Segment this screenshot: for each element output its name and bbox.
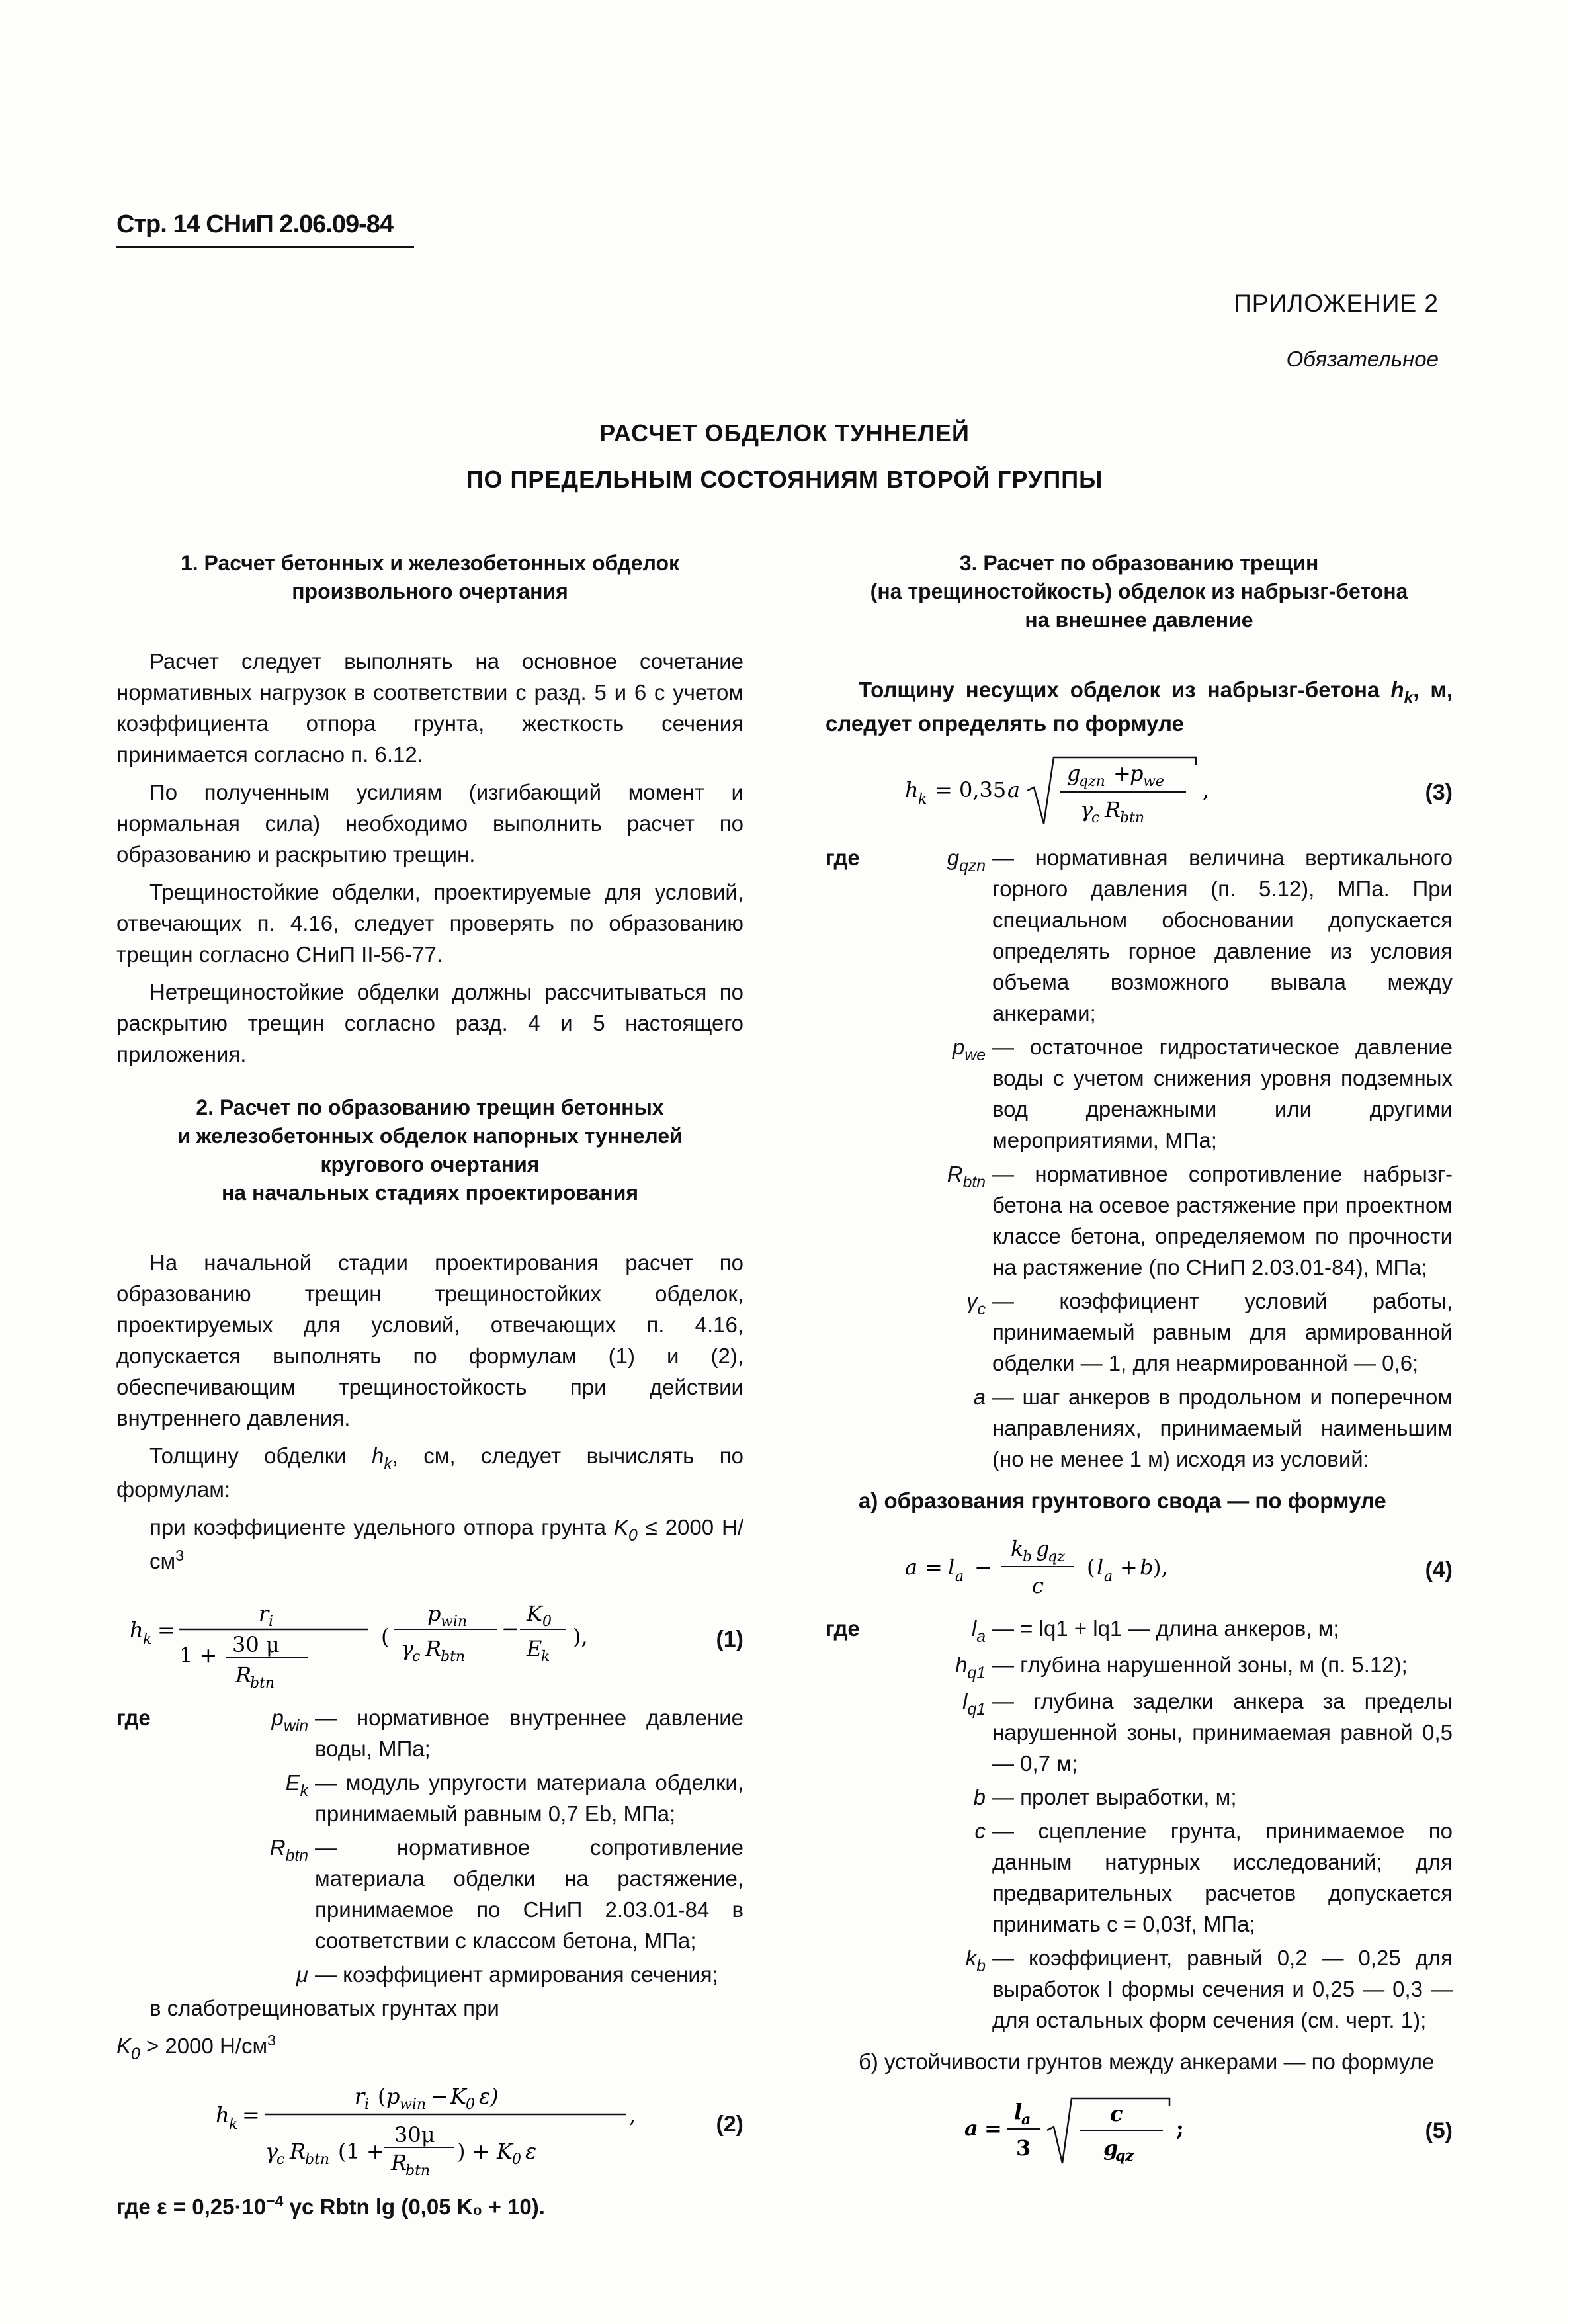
svg-text:btn: btn	[305, 2151, 330, 2168]
formula-2-graphic	[116, 2076, 659, 2175]
svg-text:c: c	[1091, 810, 1100, 826]
equation-number: (1)	[716, 1627, 743, 1652]
svg-text:K: K	[450, 2084, 466, 2109]
right-column	[826, 549, 1453, 2180]
formula-5-graphic	[826, 2089, 1368, 2169]
svg-text:qzn: qzn	[1079, 773, 1105, 790]
svg-text:(: (	[378, 2084, 386, 2109]
where-list-3	[826, 842, 1453, 1477]
svg-text:R: R	[235, 1662, 252, 1688]
svg-text:K: K	[527, 1601, 542, 1626]
page-header-code: Стр. 14 СНиП 2.06.09-84	[116, 210, 394, 238]
section-1-paragraph: Нетрещиностойкие обделки должны рассчитываться по раскрытию трещин согласно разд. 4 и 5 настоящего приложения.	[116, 980, 743, 1066]
svg-text:30 μ: 30 μ	[232, 1632, 280, 1657]
svg-text:h: h	[130, 1617, 144, 1643]
formula-1-graphic	[116, 1591, 659, 1690]
section-1-paragraph: Трещиностойкие обделки, проектируемые для условий, отвечающих п. 4.16, следует проверять по образованию трещин согласно СНиП II-56-77.	[116, 880, 743, 967]
svg-text:0: 0	[542, 1614, 552, 1630]
svg-text:a: a	[905, 1555, 918, 1580]
svg-text:+: +	[1120, 1555, 1138, 1580]
symbol-description: — коэффициент условий работы, принимаемый равным для армированной обделки — 1, для неармированной — 0,6;	[992, 1285, 1453, 1379]
svg-text:k: k	[229, 2116, 238, 2133]
svg-text:c: c	[276, 2151, 285, 2168]
svg-text:γ: γ	[401, 1636, 414, 1661]
epsilon-definition: где $\varepsilon = 0,25\cdot 10^{-4}$ γc Rbtn lg (0,05 K₀ + 10).	[116, 2192, 545, 2219]
svg-text:a: a	[1104, 1569, 1113, 1585]
case-a-text: а) образования грунтового свода — по формуле	[859, 1488, 1386, 1513]
symbol: $l_{q1}$	[962, 1689, 986, 1719]
symbol: μ	[296, 1962, 308, 1987]
svg-text:a: a	[955, 1569, 964, 1585]
svg-text:ε: ε	[525, 2139, 537, 2164]
svg-text:k: k	[1011, 1536, 1024, 1561]
svg-text:−: −	[974, 1555, 992, 1580]
formula-4	[826, 1528, 1453, 1601]
where-label: где	[826, 845, 860, 870]
svg-text:=: =	[925, 1555, 943, 1580]
symbol: c	[974, 1819, 986, 1843]
symbol-description: — нормативное сопротивление набрызг-бетона на осевое растяжение при проектном классе бетона, определяемом по прочности на растяжение (по СНиП 2.03.01-84), МПа;	[992, 1158, 1453, 1283]
svg-text:(1 +: (1 +	[338, 2139, 384, 2164]
document-title	[0, 410, 1569, 503]
symbol-description: — нормативное внутреннее давление воды, МПа;	[315, 1702, 743, 1764]
svg-text:p: p	[386, 2084, 400, 2109]
svg-text:k: k	[143, 1631, 152, 1648]
equation-number: (4)	[1425, 1557, 1453, 1582]
svg-text:btn: btn	[1120, 810, 1145, 826]
symbol: $g_{qzn}$	[947, 845, 986, 875]
header-rule	[116, 246, 414, 248]
symbol-description: — = lq1 + lq1 — длина анкеров, м;	[992, 1613, 1453, 1644]
condition-1: при коэффициенте удельного отпора грунта $K_0 \le 2000$ $Н/см^3$	[149, 1515, 744, 1573]
symbol-description: — коэффициент армирования сечения;	[315, 1959, 743, 1990]
svg-text:win: win	[400, 2096, 427, 2113]
symbol-description: — модуль упругости материала обделки, принимаемый равным 0,7 Eb, МПа;	[315, 1767, 743, 1829]
svg-text:γ: γ	[265, 2139, 278, 2164]
svg-text:win: win	[441, 1614, 468, 1630]
symbol: $l_a$	[971, 1616, 986, 1646]
svg-text:i: i	[364, 2096, 370, 2113]
svg-text:R: R	[391, 2150, 407, 2175]
svg-text:i: i	[269, 1614, 274, 1630]
svg-text:=: =	[242, 2102, 260, 2128]
svg-text:b: b	[1023, 1549, 1033, 1565]
svg-text:l: l	[948, 1555, 955, 1580]
where-label: где	[826, 1616, 860, 1641]
svg-text:qz: qz	[1048, 1549, 1065, 1565]
section-2-paragraph: На начальной стадии проектирования расчет по образованию трещин трещиностойких обделок, проектируемых для условий, отвечающих п. 4.16, допускается выполнять по формулам (1) и (2), обеспечивающим трещиностойкость при действии внутреннего давления.	[116, 1250, 743, 1430]
svg-text:+: +	[1113, 761, 1131, 786]
formula-1	[116, 1591, 743, 1690]
svg-text:h: h	[905, 777, 919, 802]
svg-text:−: −	[501, 1616, 519, 1641]
svg-text:we: we	[1143, 773, 1164, 790]
formula-3-graphic	[826, 751, 1368, 830]
svg-text:a: a	[964, 2116, 978, 2141]
svg-text:g: g	[1067, 761, 1081, 786]
svg-text:btn: btn	[405, 2163, 431, 2175]
symbol: $R_{btn}$	[269, 1835, 308, 1865]
symbol: $E_k$	[285, 1770, 308, 1800]
svg-text:(: (	[1087, 1555, 1095, 1580]
symbol-description: — шаг анкеров в продольном и поперечном направлениях, принимаемый наименьшим (но не менее 1 м) исходя из условий:	[992, 1381, 1453, 1475]
title-line-2: ПО ПРЕДЕЛЬНЫМ СОСТОЯНИЯМ ВТОРОЙ ГРУППЫ	[466, 466, 1103, 493]
svg-text:30μ: 30μ	[394, 2122, 435, 2147]
section-3-heading: 3. Расчет по образованию трещин (на трещиностойкость) обделок из набрызг-бетона на внешнее давление	[870, 551, 1408, 632]
symbol: $p_{we}$	[953, 1035, 986, 1064]
svg-text:g: g	[1036, 1536, 1050, 1561]
svg-text:a: a	[1021, 2111, 1031, 2128]
where-list-4	[826, 1613, 1453, 2038]
svg-text:c: c	[1032, 1573, 1044, 1598]
formula-3	[826, 751, 1453, 830]
svg-text:btn: btn	[441, 1649, 466, 1665]
svg-text:R: R	[290, 2139, 306, 2164]
equation-number: (2)	[716, 2112, 743, 2137]
section-2-thickness-text: Толщину обделки $h_k$, см, следует вычислять по формулам:	[116, 1443, 743, 1502]
svg-text:,: ,	[1203, 777, 1210, 802]
svg-text:= 0,35: = 0,35	[935, 777, 1007, 802]
condition-2-line-2: $K_0 > 2000$ $Н/см^3$	[116, 2032, 276, 2063]
section-1-paragraph: По полученным усилиям (изгибающий момент и нормальная сила) необходимо выполнить расчет по образованию и раскрытию трещин.	[116, 780, 743, 867]
svg-text:R: R	[1105, 797, 1121, 822]
svg-text:b: b	[1140, 1555, 1154, 1580]
svg-text:qz: qz	[1115, 2147, 1134, 2165]
svg-text:c: c	[412, 1649, 421, 1665]
symbol: $p_{win}$	[271, 1705, 308, 1735]
section-1-paragraph: Расчет следует выполнять на основное сочетание нормативных нагрузок в соответствии с разд. 5 и 6 с учетом коэффициента отпора грунта, жесткость сечения принимается согласно п. 6.12.	[116, 649, 743, 767]
svg-text:3: 3	[1016, 2135, 1031, 2161]
svg-text:K: K	[497, 2139, 513, 2164]
symbol-description: — пролет выработки, м;	[992, 1782, 1453, 1813]
svg-text:(: (	[381, 1624, 390, 1649]
title-line-1: РАСЧЕТ ОБДЕЛОК ТУННЕЛЕЙ	[599, 419, 970, 447]
svg-text:p: p	[427, 1601, 441, 1626]
svg-text:),: ),	[1153, 1555, 1168, 1580]
equation-number: (5)	[1425, 2118, 1453, 2143]
svg-text:E: E	[527, 1636, 542, 1661]
formula-2	[116, 2076, 743, 2175]
condition-2-line-1: в слаботрещиноватых грунтах при	[149, 1996, 499, 2020]
svg-text:btn: btn	[250, 1675, 275, 1690]
svg-text:0: 0	[466, 2096, 475, 2113]
svg-text:R: R	[425, 1636, 442, 1661]
svg-text:l: l	[1014, 2099, 1023, 2124]
symbol-description: — нормативное сопротивление материала обделки на растяжение, принимаемое по СНиП 2.03.01-84 в соответствии с классом бетона, МПа;	[315, 1832, 743, 1956]
svg-text:;: ;	[1176, 2116, 1184, 2141]
svg-text:l: l	[1097, 1555, 1104, 1580]
symbol: $h_{q1}$	[955, 1653, 986, 1682]
symbol: a	[973, 1385, 986, 1409]
symbol: b	[973, 1785, 986, 1809]
svg-text:c: c	[1110, 2101, 1123, 2126]
section-3-paragraph: Толщину несущих обделок из набрызг-бетона $h_k$, м, следует определять по формуле	[826, 677, 1453, 736]
svg-text:k: k	[918, 791, 927, 808]
svg-text:=: =	[157, 1617, 175, 1643]
section-2-heading: 2. Расчет по образованию трещин бетонных и железобетонных обделок напорных туннелей кругового очертания на начальных стадиях проектирования	[177, 1096, 683, 1205]
svg-text:γ: γ	[1080, 797, 1093, 822]
left-column	[116, 549, 743, 2225]
svg-text:),: ),	[573, 1624, 588, 1649]
svg-text:) +: ) +	[457, 2139, 490, 2164]
svg-text:h: h	[216, 2102, 230, 2128]
case-b-text: б) устойчивости грунтов между анкерами — по формуле	[859, 2049, 1435, 2074]
svg-text:r: r	[355, 2084, 365, 2109]
symbol-description: — глубина заделки анкера за пределы нарушенной зоны, принимаемая равной 0,5 — 0,7 м;	[992, 1686, 1453, 1779]
symbol-description: — остаточное гидростатическое давление воды с учетом снижения уровня подземных вод дренажными или другими мероприятиями, МПа;	[992, 1031, 1453, 1156]
symbol-description: — сцепление грунта, принимаемое по данным натурных исследований; для предварительных расчетов допускается принимать c = 0,03f, МПа;	[992, 1815, 1453, 1940]
appendix-number: ПРИЛОЖЕНИЕ 2	[1234, 290, 1439, 317]
equation-number: (3)	[1425, 780, 1453, 805]
svg-text:g: g	[1103, 2135, 1119, 2161]
svg-text:−: −	[431, 2084, 448, 2109]
svg-text:,: ,	[629, 2102, 636, 2128]
appendix-type: Обязательное	[1286, 347, 1439, 371]
svg-text:1 +: 1 +	[179, 1643, 218, 1668]
formula-5	[826, 2089, 1453, 2169]
formula-4-graphic	[826, 1528, 1368, 1601]
symbol: $R_{btn}$	[947, 1162, 986, 1191]
symbol-description: — глубина нарушенной зоны, м (п. 5.12);	[992, 1649, 1453, 1680]
section-1-heading: 1. Расчет бетонных и железобетонных обделок произвольного очертания	[180, 551, 680, 603]
where-list-1	[116, 1702, 743, 1993]
svg-text:r: r	[259, 1601, 269, 1626]
svg-text:k: k	[541, 1649, 550, 1665]
svg-text:ε): ε)	[479, 2084, 499, 2109]
svg-text:=: =	[984, 2116, 1002, 2141]
svg-text:0: 0	[512, 2151, 521, 2168]
where-label: где	[116, 1705, 151, 1730]
symbol-description: — нормативная величина вертикального горного давления (п. 5.12), МПа. При специальном обосновании допускается определять горное давление из условия объема возможного вывала между анкерами;	[992, 842, 1453, 1029]
symbol-description: — коэффициент, равный 0,2 — 0,25 для выработок I формы сечения и 0,25 — 0,3 — для остальных форм сечения (см. черт. 1);	[992, 1942, 1453, 2036]
svg-text:a: a	[1007, 777, 1021, 802]
symbol: $\gamma_c$	[966, 1289, 986, 1318]
svg-text:p: p	[1130, 761, 1144, 786]
symbol: $k_b$	[965, 1946, 986, 1975]
